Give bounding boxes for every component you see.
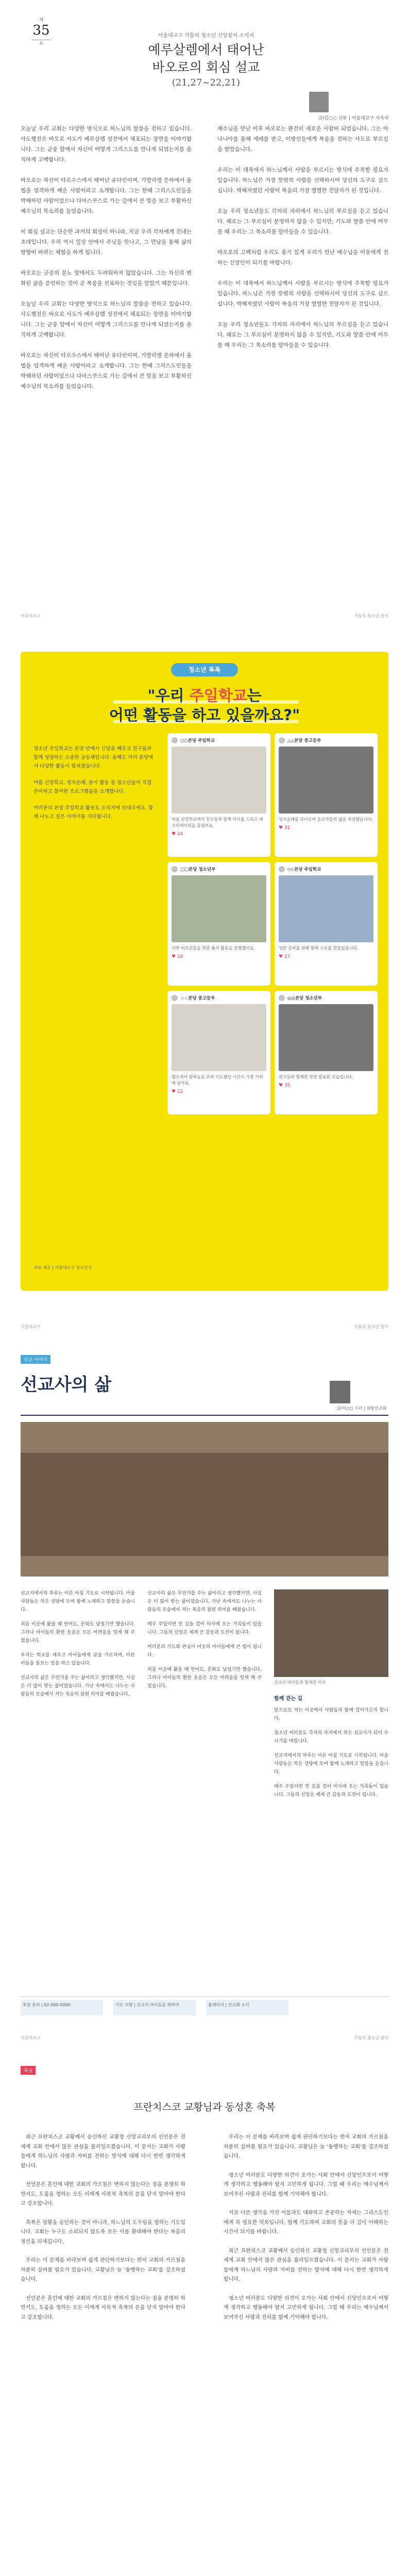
paragraph: 바오로는 자신이 타르수스에서 태어난 유다인이며, 가말리엘 문하에서 율법을 엄격하게 배운 사람이라고 소개합니다. 그는 한때 그리스도인들을 박해하던 사람이었으나 다마스쿠스로 가는 길에서 큰 빛을 보고 부활하신 예수님의 목소리를 들었습니다.: [21, 177, 192, 214]
paragraph: 축복은 상황을 승인하는 것이 아니라, 하느님의 도우심을 청하는 기도입니다. 교회는 누구도 소외되지 않도록 모든 이를 환대해야 한다는 복음의 정신을 되새깁니다.: [21, 2219, 185, 2245]
social-card[interactable]: [167, 991, 270, 1114]
headline-part: 는: [247, 687, 262, 704]
main-photo: [21, 1422, 388, 1577]
card-text: 캠프에서 밤하늘을 보며 기도했던 시간이 가장 기억에 남아요.: [172, 1075, 263, 1086]
like-count: ♥ 18: [172, 954, 183, 959]
social-card[interactable]: [275, 862, 378, 986]
title-line-2: 바오로의 회심 설교: [152, 59, 260, 75]
byline: 글/이○○ 수녀 | 외방선교회: [336, 1406, 386, 1411]
paragraph: 선교지에서의 하루는 이른 아침 기도로 시작됩니다. 마을 사람들은 작은 성당에 모여 함께 노래하고 말씀을 듣습니다.: [21, 1591, 135, 1613]
body-column-left: [21, 2133, 185, 2576]
paragraph: 예수님을 만난 이후 바오로는 완전히 새로운 사람이 되었습니다. 그는 아나니아를 통해 세례를 받고, 이방인들에게 복음을 전하는 사도로 부르심을 받았습니다.: [217, 126, 388, 152]
card-text: 여름 신앙학교에서 친구들과 함께 미사를 드리고 레크리에이션을 즐겼어요.: [172, 817, 263, 828]
body-column-b: [147, 1589, 262, 1991]
card-author: ◇◇본당 주일학교: [287, 867, 321, 872]
card-photo: [172, 747, 266, 814]
info-bar: [21, 1996, 388, 2022]
paragraph: 바오로의 고백처럼 우리도 용기 있게 우리가 만난 예수님을 이웃에게 전하는 신앙인이 되기를 바랍니다.: [217, 249, 388, 266]
page-footer: [21, 1324, 388, 1330]
paragraph: 처음 이곳에 왔을 때 언어도, 문화도 낯설기만 했습니다. 그러나 아이들의 환한 웃음은 모든 어려움을 잊게 해 주었습니다.: [147, 1667, 262, 1689]
author-portrait: [309, 92, 329, 112]
paragraph: 우리는 이 문제를 바라보며 쉽게 판단하기보다는 먼저 교회의 가르침을 차분히 살펴볼 필요가 있습니다. 교황님은 늘 '동행하는 교회'를 강조하셨습니다.: [21, 2258, 185, 2282]
article-title: [77, 41, 335, 76]
like-count: ♥ 35: [279, 1083, 291, 1088]
headline-highlight-word: 주일학교: [189, 687, 247, 704]
paragraph: 오늘날 우리 교회는 다양한 방식으로 하느님의 말씀을 전하고 있습니다. 사도행전은 바오로 사도가 예루살렘 성전에서 체포되는 장면을 이야기합니다. 그는 군중 앞에서 자신이 어떻게 그리스도를 만나게 되었는지를 솔직하게 고백합니다.: [21, 126, 192, 163]
body-column-a: [21, 1589, 135, 1991]
card-author: ○○본당 주일학교: [180, 738, 215, 743]
avatar: [172, 995, 178, 1001]
footer-left: 서울대교구: [21, 1325, 41, 1329]
headline-line-2: 어떤 활동을 하고 있을까요?": [109, 706, 300, 724]
like-count: ♥ 31: [279, 825, 291, 831]
footer-right: 가톨릭 청소년 잡지: [354, 2036, 388, 2040]
page-3: [0, 1340, 409, 2050]
paragraph: 우리는 이 대목에서 하느님께서 사람을 부르시는 방식에 주목할 필요가 있습니다. 하느님은 가장 뜻밖의 사람을 선택하시어 당신의 도구로 삼으십니다. 박해자였던 사람이 복음의 가장 열렬한 전달자가 된 것입니다.: [217, 280, 388, 307]
issue-badge: [32, 18, 50, 45]
paragraph: 선언문은 혼인에 대한 교회의 가르침은 변하지 않는다는 점을 분명히 하면서도, 도움을 청하는 모든 이에게 사목적 축복의 문을 닫지 말아야 한다고 강조합니다.: [21, 2295, 185, 2320]
paragraph: 앞으로도 저는 이곳에서 사람들과 함께 걸어가고자 합니다.: [274, 1708, 388, 1721]
subheading: 함께 걷는 길: [274, 1696, 303, 1702]
paragraph: 선교사의 삶은 무언가를 주는 삶이라고 생각했지만, 사실은 더 많이 받는 삶이었습니다. 가난 속에서도 나누는 사람들의 모습에서 저는 복음의 참된 의미를 배웠습니다.: [21, 1675, 135, 1697]
paragraph: 우리는 이 대목에서 하느님께서 사람을 부르시는 방식에 주목할 필요가 있습니다. 하느님은 가장 뜻밖의 사람을 선택하시어 당신의 도구로 삼으십니다. 박해자였던 사람이 복음의 가장 열렬한 전달자가 된 것입니다.: [217, 167, 388, 194]
issue-number: 35: [32, 22, 50, 38]
body-column-c: [274, 1695, 388, 1989]
paragraph: 오늘날 우리 교회는 다양한 방식으로 하느님의 말씀을 전하고 있습니다. 사도행전은 바오로 사도가 예루살렘 성전에서 체포되는 장면을 이야기합니다. 그는 군중 앞에서 자신이 어떻게 그리스도를 만나게 되었는지를 솔직하게 고백합니다.: [21, 301, 192, 338]
paragraph: 선교사의 삶은 무언가를 주는 삶이라고 생각했지만, 사실은 더 많이 받는 삶이었습니다. 가난 속에서도 나누는 사람들의 모습에서 저는 복음의 참된 의미를 배웠습니다.: [147, 1591, 262, 1613]
paragraph: 처음 이곳에 왔을 때 언어도, 문화도 낯설기만 했습니다. 그러나 아이들의 환한 웃음은 모든 어려움을 잊게 해 주었습니다.: [21, 1622, 135, 1643]
section-tag: 묵상: [21, 2066, 36, 2075]
card-author: △△본당 중고등부: [287, 738, 321, 743]
info-box: 홈페이지 | 선교회 소식: [206, 2000, 288, 2015]
article-title: 프란치스코 교황님과 동성혼 축복: [133, 2102, 276, 2113]
paragraph: 바오로는 군중의 분노 앞에서도 두려워하지 않았습니다. 그는 자신의 변화된 삶을 증언하는 것이 곧 복음을 선포하는 것임을 알았기 때문입니다.: [21, 270, 192, 286]
card-author: □□본당 청소년부: [180, 867, 216, 872]
card-author: ☆☆본당 중고등부: [180, 996, 215, 1001]
paragraph: 최근 프란치스코 교황께서 승인하신 교황청 신앙교리부의 선언문은 전 세계 교회 안에서 많은 관심을 불러일으켰습니다. 이 문서는 교회가 사람들에게 하느님의 사랑과 자비를 전하는 방식에 대해 다시 한번 생각하게 합니다.: [224, 2248, 388, 2282]
paragraph: 매주 주일이면 먼 길을 걸어 미사에 오는 가족들이 있습니다. 그들의 신앙은 제게 큰 감동과 도전이 됩니다.: [274, 1784, 388, 1798]
footer-left: 서울대교구: [21, 2036, 41, 2040]
like-count: ♥ 27: [279, 954, 291, 959]
body-column-right: [224, 2133, 388, 2576]
avatar: [279, 866, 285, 872]
side-photo: [274, 1589, 388, 1677]
footer-left: 서울대교구: [21, 614, 41, 618]
card-photo: [279, 1004, 373, 1071]
avatar: [172, 737, 178, 743]
social-card[interactable]: [167, 862, 270, 986]
paragraph: 선교지에서의 하루는 이른 아침 기도로 시작됩니다. 마을 사람들은 작은 성당에 모여 함께 노래하고 말씀을 듣습니다.: [274, 1753, 388, 1775]
section-pill: 청소년 톡톡: [171, 663, 238, 676]
paragraph: 청소년 여러분도 각자의 자리에서 작은 선교사가 되어 주시기를 바랍니다.: [274, 1731, 388, 1744]
byline: 글/김○○ 신부 | 서울대교구 사목국: [318, 116, 389, 121]
paragraph: 이 회심 설교는 단순한 과거의 회상이 아니라, 지금 우리 각자에게 건네는 초대입니다. 우리 역시 일상 안에서 주님을 만나고, 그 만남을 통해 삶의 방향이 바뀌는 체험을 하게 됩니다.: [21, 229, 192, 256]
paragraph: 우리는 이 문제를 바라보며 쉽게 판단하기보다는 먼저 교회의 가르침을 차분히 살펴볼 필요가 있습니다. 교황님은 늘 '동행하는 교회'를 강조하셨습니다.: [224, 2134, 388, 2159]
title-rule: [21, 1415, 388, 1416]
paragraph: 우리는 학교를 세우고 아이들에게 글을 가르치며, 아픈 이들을 돌보는 일을 하고 있습니다.: [21, 1653, 135, 1666]
feature-headline: [21, 686, 388, 725]
article-title: 선교사의 삶: [21, 1375, 112, 1395]
kicker: 서울대교구 가톨릭 청소년 신앙잡지 소식지: [158, 33, 254, 39]
paragraph: 바오로는 자신이 타르수스에서 태어난 유다인이며, 가말리엘 문하에서 율법을 엄격하게 배운 사람이라고 소개합니다. 그는 한때 그리스도인들을 박해하던 사람이었으나 다마스쿠스로 가는 길에서 큰 빛을 보고 부활하신 예수님의 목소리를 들었습니다.: [21, 352, 192, 389]
footer-right: 가톨릭 청소년 잡지: [354, 1325, 388, 1329]
card-photo: [279, 875, 373, 942]
social-card[interactable]: [275, 991, 378, 1114]
card-photo: [279, 747, 373, 814]
page-4: [0, 2050, 409, 2576]
paragraph: 선언문은 혼인에 대한 교회의 가르침은 변하지 않는다는 점을 분명히 하면서도, 도움을 청하는 모든 이에게 사목적 축복의 문을 닫지 말아야 한다고 강조합니다.: [21, 2182, 185, 2207]
card-text: 성탄 준비를 위해 함께 구유를 만들었습니다.: [279, 946, 359, 951]
paragraph: 여러분의 기도와 관심이 이곳의 아이들에게 큰 힘이 됩니다.: [147, 1645, 262, 1658]
page-2: [0, 629, 409, 1340]
page-1: [0, 0, 409, 629]
paragraph: 청소년 여러분도 다양한 의견이 오가는 사회 안에서 신앙인으로서 어떻게 생각하고 행동해야 할지 고민하게 됩니다. 그럴 때 우리는 예수님께서 보여주신 사랑과 진리를 함께 기억해야 합니다.: [224, 2172, 388, 2197]
info-box: 기도 지향 | 선교지 아이들을 위하여: [113, 2000, 196, 2015]
card-author: ◎◎본당 청소년부: [287, 996, 322, 1001]
author-portrait: [330, 1381, 350, 1403]
section-tag: 선교 이야기: [21, 1355, 50, 1364]
paragraph: 청소년 여러분도 다양한 의견이 오가는 사회 안에서 신앙인으로서 어떻게 생각하고 행동해야 할지 고민하게 됩니다. 그럴 때 우리는 예수님께서 보여주신 사랑과 진리를 함께 기억해야 합니다.: [224, 2295, 388, 2320]
info-box: 후원 문의 | 02-000-0000: [21, 2000, 103, 2015]
avatar: [279, 737, 285, 743]
avatar: [279, 995, 285, 1001]
feature-description: [33, 744, 155, 829]
paragraph: 매주 주일이면 먼 길을 걸어 미사에 오는 가족들이 있습니다. 그들의 신앙은 제게 큰 감동과 도전이 됩니다.: [147, 1622, 262, 1635]
card-text: 성지순례를 다녀오며 순교자들의 삶을 묵상했습니다.: [279, 817, 373, 822]
social-card[interactable]: [167, 733, 270, 857]
body-column-right: [217, 124, 388, 603]
social-card[interactable]: [275, 733, 378, 857]
card-text: 친구들과 함께한 찬양 발표회 모습입니다.: [279, 1075, 353, 1079]
footer-right: 가톨릭 청소년 잡지: [354, 614, 388, 618]
paragraph: 청소년 주일학교는 본당 안에서 신앙을 배우고 친구들과 함께 성장하는 소중한 공동체입니다. 올해도 여러 본당에서 다양한 활동이 펼쳐졌습니다.: [33, 746, 154, 769]
paragraph: 오늘 우리 청소년들도 각자의 자리에서 하느님의 부르심을 듣고 있습니다. 때로는 그 부르심이 분명하지 않을 수 있지만, 기도와 말씀 안에 머무를 때 우리는 그 목소리를 알아들을 수 있습니다.: [217, 208, 388, 235]
youth-feature-panel: [21, 652, 388, 1291]
credit-line: 자료 제공 | 서울대교구 청소년국: [33, 1265, 92, 1270]
paragraph: 여러분의 본당 주일학교 활동도 소식지에 보내주세요. 함께 나누고 싶은 이야기를 기다립니다.: [33, 805, 154, 820]
card-photo: [172, 875, 266, 942]
avatar: [172, 866, 178, 872]
title-line-1: 예루살렘에서 태어난: [148, 42, 264, 57]
page-footer: [21, 613, 388, 619]
body-column-left: [21, 124, 192, 603]
issue-label: 제: [39, 18, 43, 22]
like-count: ♥ 22: [172, 1089, 183, 1094]
page-footer: [21, 2035, 388, 2041]
photo-caption: 선교지 아이들과 함께한 미사: [274, 1680, 326, 1685]
scripture-ref: (21,27~22,21): [172, 77, 241, 88]
card-photo: [172, 1004, 266, 1071]
like-count: ♥ 24: [172, 832, 183, 837]
paragraph: 서로 다른 생각을 가진 이들과도 대화하고 존중하는 자세는 그리스도인에게 꼭 필요한 덕목입니다. 함께 기도하며 교회의 뜻을 더 깊이 이해하는 시간이 되기를 바랍니다.: [224, 2210, 388, 2235]
headline-part: "우리: [147, 687, 190, 704]
issue-suffix: 호: [32, 40, 50, 45]
paragraph: 최근 프란치스코 교황께서 승인하신 교황청 신앙교리부의 선언문은 전 세계 교회 안에서 많은 관심을 불러일으켰습니다. 이 문서는 교회가 사람들에게 하느님의 사랑과 자비를 전하는 방식에 대해 다시 한번 생각하게 합니다.: [21, 2134, 185, 2169]
paragraph: 여름 신앙학교, 성지순례, 봉사 활동 등 청소년들이 직접 준비하고 참여한 프로그램들을 소개합니다.: [33, 780, 152, 794]
paragraph: 오늘 우리 청소년들도 각자의 자리에서 하느님의 부르심을 듣고 있습니다. 때로는 그 부르심이 분명하지 않을 수 있지만, 기도와 말씀 안에 머무를 때 우리는 그 목소리를 알아들을 수 있습니다.: [217, 321, 388, 348]
card-text: 지역 어르신들을 위한 봉사 활동을 진행했어요.: [172, 946, 255, 951]
photo-group: [21, 1453, 388, 1556]
